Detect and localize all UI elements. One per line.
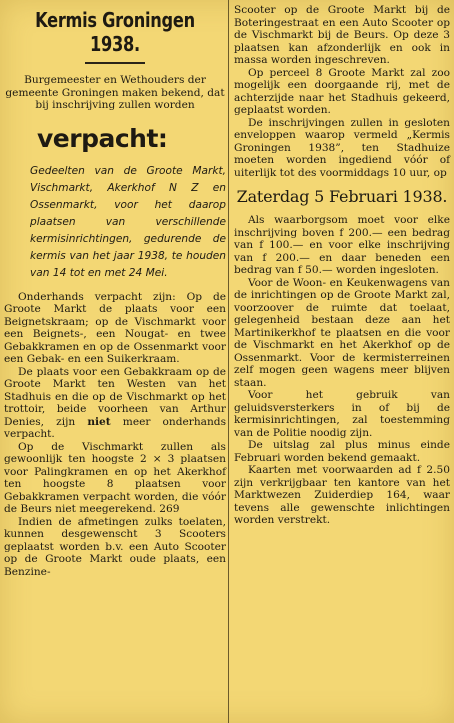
intro-text: Burgemeester en Wethouders der gemeente Groningen maken bekend, dat bij inschrijving zullen worden [5, 74, 225, 111]
deadline-date: Zaterdag 5 Februari 1938. [236, 187, 448, 206]
verpacht-headline: verpacht: [37, 123, 168, 153]
paragraph-uitslag: De uitslag zal plus minus einde Februari worden bekend gemaakt. [234, 439, 450, 464]
paragraph-geluidsversterkers: Voor het gebruik van geluidsversterkers in of bij de kermisinrichtingen, zal toestemming van de Politie noodig zijn. [234, 389, 450, 439]
paragraph-kaarten: Kaarten met voorwaarden ad f 2.50 zijn verkrijgbaar ten kantore van het Marktwezen Zuiderdiep 164, waar tevens alle gewenschte inlichtingen worden verstrekt. [234, 464, 450, 526]
title-rule [85, 62, 145, 64]
italic-lots-description: Gedeelten van de Groote Markt, Vischmarkt, Akerkhof N Z en Ossenmarkt, voor het daarop plaatsen van verschillende kermisinrichtingen, gedurende de kermis van het jaar 1938, te houden van 14 tot en met 24 Mei. [30, 164, 226, 279]
para3-text: Op de Vischmarkt zullen als gewoonlijk ten hoogste 2 × 3 plaatsen voor Palingkramen en op het Akerkhof ten hoogste 8 plaatsen voor Gebakkramen verpacht worden, die vóór de Beurs niet meegerekend. [4, 440, 226, 515]
paragraph-waarborgsom: Als waarborgsom moet voor elke inschrijving boven f 200.— een bedrag van f 100.— en voor elke inschrijving van f 200.— en daar beneden een bedrag van f 50.— worden ingesloten. [234, 214, 450, 276]
paragraph-vischmarkt [4, 441, 226, 516]
paragraph-inschrijvingen: De inschrijvingen zullen in gesloten enveloppen waarop vermeld „Kermis Groningen 1938”, ten Stadhuize moeten worden ingediend vóór of uiterlijk tot des voormiddags 10 uur, op [234, 116, 450, 179]
para2-text-b: meer onderhands verpacht. [4, 415, 227, 440]
paragraph-woonwagens: Voor de Woon- en Keukenwagens van de inrichtingen op de Groote Markt zal, voorzoover de ruimte dat toelaat, gelegenheid bestaan deze aan het Martinikerkhof te plaatsen en die voor de Vischmarkt en het Akerkhof op de Ossenmarkt. Voor de kermisterreinen zelf mogen geen wagens meer blijven staan. [234, 276, 450, 389]
para2-bold-niet: niet [87, 415, 111, 428]
para2-text-a: De plaats voor een Gebakkraam op de Groote Markt ten Westen van het Stadhuis en die op de Vischmarkt op het trottoir, beide voorheen van Arthur Denies, zijn [4, 365, 226, 428]
column-divider [228, 0, 229, 723]
notice-title: Kermis Groningen 1938. [35, 8, 195, 56]
paragraph-perceel: Op perceel 8 Groote Markt zal zoo mogelijk een doorgaande rij, met de achterzijde naar het Stadhuis gekeerd, geplaatst worden. [234, 66, 450, 116]
paragraph-gebakkraam [4, 366, 226, 441]
right-column [234, 4, 450, 719]
print-number: 269 [159, 503, 180, 515]
paragraph-scooters: Indien de afmetingen zulks toelaten, kunnen desgewenscht 3 Scooters geplaatst worden b.v. een Auto Scooter op de Groote Markt oude plaats, een Benzine- [4, 515, 226, 578]
left-column [4, 4, 226, 719]
paragraph-scooter-continued: Scooter op de Groote Markt bij de Boteringestraat en een Auto Scooter op de Vischmarkt bij de Beurs. Op deze 3 plaatsen kan afzonderlijk en ook in massa worden ingeschreven. [234, 4, 450, 66]
paragraph-onderhands: Onderhands verpacht zijn: Op de Groote Markt de plaats voor een Beignetskraam; op de Vischmarkt voor een Beignets-, een Nougat- en twee Gebakkramen en op de Ossenmarkt voor een Gebak- en een Suikerkraam. [4, 290, 226, 365]
